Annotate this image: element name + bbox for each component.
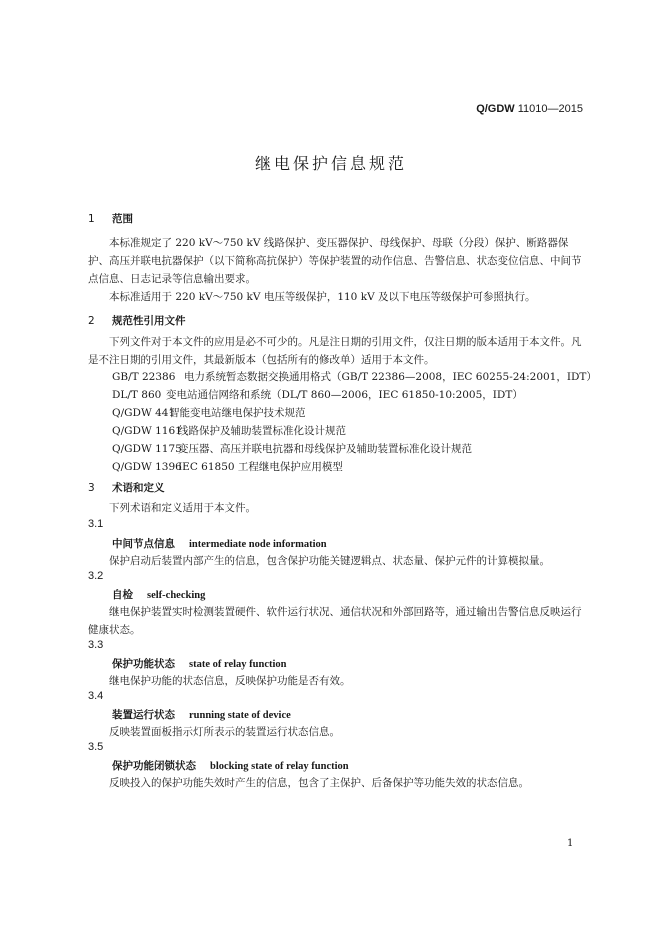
term-name [112, 587, 205, 602]
reference-title: 变电站通信网络和系统（DL/T 860—2006，IEC 61850-10:2005，IDT） [166, 389, 523, 401]
term-name [112, 758, 349, 773]
reference-item [112, 423, 346, 438]
term-name-zh: 装置运行状态 [112, 709, 175, 721]
reference-title: 线路保护及辅助装置标准化设计规范 [178, 425, 346, 437]
standard-code [476, 103, 583, 115]
reference-title: 智能变电站继电保护技术规范 [169, 407, 306, 419]
term-name-en: intermediate node information [189, 539, 327, 550]
term-number: 3.3 [88, 639, 104, 651]
section-3-heading: 3 术语和定义 [88, 482, 165, 494]
reference-code: Q/GDW 1161 [112, 425, 182, 437]
term-number: 3.2 [88, 570, 104, 582]
section-2-heading: 2 规范性引用文件 [88, 315, 186, 327]
term-name-en: state of relay function [189, 659, 287, 670]
term-number: 3.5 [88, 741, 104, 753]
section-2-body [88, 333, 588, 369]
term-definition: 反映投入的保护功能失效时产生的信息，包含了主保护、后备保护等功能失效的状态信息。 [109, 777, 529, 789]
term-name-en: blocking state of relay function [210, 761, 349, 772]
section-3-intro [88, 499, 588, 517]
reference-item [112, 441, 472, 456]
term-name-zh: 保护功能闭锁状态 [112, 760, 196, 772]
reference-code: GB/T 22386 [112, 371, 176, 383]
reference-code: DL/T 860 [112, 389, 162, 401]
reference-item [112, 405, 306, 420]
section-1-body [88, 234, 588, 306]
term-name [112, 656, 287, 671]
term-name-zh: 中间节点信息 [112, 538, 175, 550]
term-definition: 保护启动后装置内部产生的信息，包含保护功能关键逻辑点、状态量、保护元件的计算模拟量。 [109, 555, 550, 567]
reference-title: 电力系统暂态数据交换通用格式（GB/T 22386—2008，IEC 60255-24:2001，IDT） [184, 371, 597, 383]
paragraph: 本标准规定了 220 kV～750 kV 线路保护、变压器保护、母线保护、母联（分段）保护、断路器保护、高压并联电抗器保护（以下简称高抗保护）等保护装置的动作信息、告警信息、状态变位信息、中间节点信息、日志记录等信息输出要求。 [88, 237, 582, 285]
reference-code: Q/GDW 1175 [112, 443, 182, 455]
term-definition: 继电保护功能的状态信息，反映保护功能是否有效。 [109, 675, 351, 687]
term-definition: 继电保护装置实时检测装置硬件、软件运行状况、通信状况和外部回路等，通过输出告警信息反映运行健康状态。 [88, 606, 582, 636]
term-name-zh: 保护功能状态 [112, 658, 175, 670]
term-name-en: self-checking [147, 590, 206, 601]
term-name-zh: 自检 [112, 589, 133, 601]
term-name [112, 707, 291, 722]
reference-code: Q/GDW 441 [112, 407, 176, 419]
term-definition: 反映装置面板指示灯所表示的装置运行状态信息。 [109, 726, 340, 738]
section-1-heading: 1 范围 [88, 213, 133, 225]
term-number: 3.1 [88, 518, 104, 530]
reference-title: IEC 61850 工程继电保护应用模型 [178, 461, 343, 473]
term-name [112, 536, 327, 551]
reference-code: Q/GDW 1396 [112, 461, 182, 473]
term-name-en: running state of device [189, 710, 291, 721]
paragraph: 下列术语和定义适用于本文件。 [109, 502, 256, 514]
reference-title: 变压器、高压并联电抗器和母线保护及辅助装置标准化设计规范 [178, 443, 472, 455]
reference-item [112, 369, 597, 384]
standard-prefix: Q/GDW [476, 103, 515, 115]
term-number: 3.4 [88, 690, 104, 702]
paragraph: 本标准适用于 220 kV～750 kV 电压等级保护，110 kV 及以下电压等级保护可参照执行。 [109, 291, 536, 303]
standard-number: 11010—2015 [517, 103, 583, 115]
reference-item [112, 387, 523, 402]
document-title: 继电保护信息规范 [254, 154, 407, 173]
page-number: 1 [567, 838, 574, 849]
paragraph: 下列文件对于本文件的应用是必不可少的。凡是注日期的引用文件，仅注日期的版本适用于本文件。凡是不注日期的引用文件，其最新版本（包括所有的修改单）适用于本文件。 [88, 336, 582, 366]
reference-item [112, 459, 343, 474]
